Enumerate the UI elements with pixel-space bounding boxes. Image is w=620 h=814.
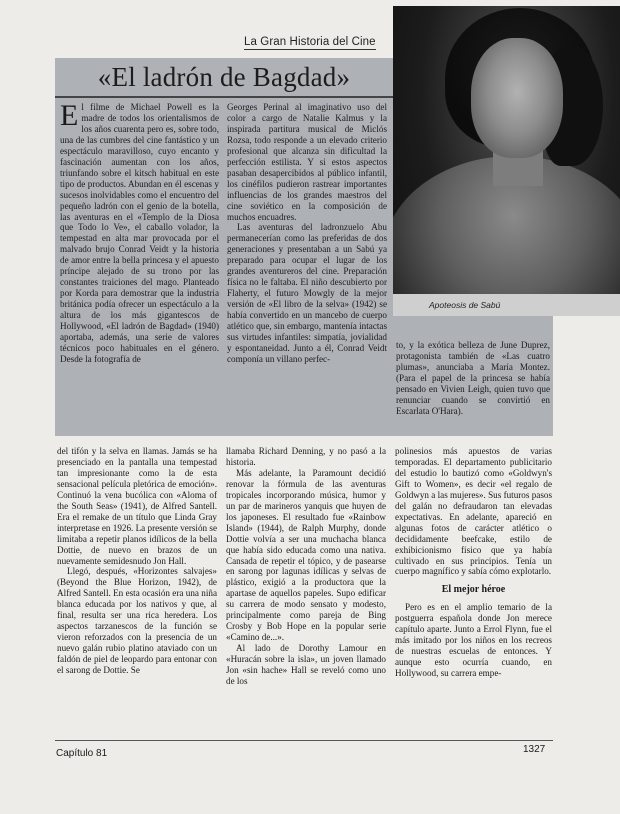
series-title: La Gran Historia del Cine [244, 36, 376, 48]
body-paragraph: Llegó, después, «Horizontes salvajes» (Beyond the Blue Horizon, 1942), de Alfred Santell. En esta ocasión era una niña blanca educada por los nativos y que, al final, resulta ser una rica heredera. Los aspectos tarzanescos de la función se vieron reforzados con la presencia de un nuevo galán rubio platino ataviado con un faldón de piel de leopardo para entonar con el sarong de Dottie. Se [57, 566, 217, 676]
sabu-photo [393, 6, 620, 316]
photo-caption: Apoteosis de Sabú [393, 294, 620, 316]
body-paragraph: del tifón y la selva en llamas. Jamás se ha presenciado en la pantalla una tempestad tan impresionante como la de esta sensacional película pletórica de emoción». Continuó la vena bucólica con «Aloma of the South Seas» (1941), de Alfred Santell. Era el remake de un título que Linda Gray interpretase en 1926. La presente versión se limitaba a repetir planos idílicos de la bella Dottie, de nuevo en brazos de un nuevamente semidesnudo Jon Hall. [57, 446, 217, 566]
main-column-3 [395, 446, 552, 679]
footer-rule [55, 740, 553, 741]
photo-face [471, 38, 563, 158]
body-paragraph: Más adelante, la Paramount decidió renovar la fórmula de las aventuras tropicales incorporando música, humor y un par de marineros yanquis que huyen de los japoneses. El resultado fue «Rainbow Island» (1944), de Ralph Murphy, donde Dottie volvía a ser una muchacha blanca que había sido educada como una nativa. Cansada de repetir el tópico, y de pasearse en sarong por lagunas idílicas y selvas de plástico, exigió a la productora que la apartase de aquellos papeles. Supo edificar su carrera de modo sensato y modesto, principalmente como pareja de Bing Crosby y Bob Hope en la popular serie «Camino de...». [226, 467, 386, 643]
page-number: 1327 [523, 744, 546, 755]
box-paragraph [60, 99, 219, 365]
box-column-2 [227, 102, 387, 365]
main-column-2 [226, 446, 386, 687]
title-rule [55, 96, 393, 98]
box-paragraph: Las aventuras del ladronzuelo Abu permanecerían como las preferidas de dos generaciones y presentaban a un Sabú ya preparado para ocupar el lugar de los grandes aventureros del cine. Preparación física no le faltaba. El niño descubierto por Flaherty, el futuro Mowgly de la mejor versión de «El libro de la selva» (1942) se había convertido en un mancebo de cuerpo atlético que, sin embargo, mantenía intactas sus virtudes infantiles: simpatía, jovialidad y espontaneidad. Junto a él, Conrad Veidt componía un villano perfec- [227, 222, 387, 364]
box-paragraph: Georges Perinal al imaginativo uso del color a cargo de Natalie Kalmus y la inspirada partitura musical de Miclós Rozsa, todo responde a un elevado criterio profesional que alcanza sin dificultad la perfección estilista. Y si estos aspectos pasaban desapercibidos al público infantil, los cinéfilos pudieron rastrear importantes influencias de los grandes maestros del cine soviético en la composición de muchos encuadres. [227, 102, 387, 222]
body-paragraph: Pero es en el amplio temario de la postguerra española donde Jon merece capítulo aparte. Junto a Errol Flynn, fue el más imitado por los niños en los recreos de nuestras escuelas de entonces. Y aunque esto ocurría cuando, en Hollywood, su carrera empe- [395, 602, 552, 679]
drop-cap: E [60, 99, 79, 132]
box-paragraph-text: l filme de Michael Powell es la madre de todos los orientalismos de los años cuarenta pero es, sobre todo, una de las cumbres del cine fantástico y un espectáculo maravilloso, cuyo encanto y fascinación aumentan con los años, triunfando sobre el kitsch habitual en este tipo de productos. Abundan en él escenas y sucesos inolvidables como el encuentro del pequeño ladrón con el genio de la botella, las aventuras en el «Templo de la Diosa que Todo lo Ve», el caballo volador, la tempestad en alta mar provocada por el malvado brujo Conrad Veidt y la historia de amor entre la bella princesa y el apuesto príncipe alejado de su trono por las constantes traiciones del mago. Planteado por Korda para demostrar que la industria británica podía ofrecer un espectáculo a la altura de los más gigantescos de Hollywood, «El ladrón de Bagdad» (1940) aportaba, además, una serie de valores técnicos poco habituales en el género. Desde la fotografía de [60, 102, 219, 364]
box-column-1 [60, 99, 219, 365]
main-column-1 [57, 446, 217, 676]
article-title: «El ladrón de Bagdad» [97, 62, 351, 92]
body-paragraph: polinesios más apuestos de varias temporadas. El departamento publicitario del estudio lo bautizó como «Goldwyn's Gift to Women», es decir «el regalo de Goldwyn a las mujeres». Sus futuros pasos del galán no defraudaron tan elevadas expectativas. En adelante, apareció en algunas fotos de carácter atlético o decididamente beefcake, estilo de exhibicionismo físico que ya había cultivado en sus principios. Tenía un cuerpo magnífico y sabía cómo explotarlo. [395, 446, 552, 577]
chapter-label: Capítulo 81 [56, 748, 108, 759]
section-heading: El mejor héroe [441, 584, 506, 596]
body-paragraph: Al lado de Dorothy Lamour en «Huracán sobre la isla», un joven llamado Jon «sin hache» Hall se reveló como uno de los [226, 643, 386, 687]
body-paragraph: llamaba Richard Denning, y no pasó a la historia. [226, 446, 386, 467]
box-paragraph: to, y la exótica belleza de June Duprez, protagonista también de «Las cuatro plumas», anunciaba a María Montez. (Para el papel de la princesa se había pensado en Vivien Leigh, quien tuvo que renunciar cuando se convirtió en Escarlata O'Hara). [396, 340, 550, 416]
box-column-3 [396, 340, 550, 417]
